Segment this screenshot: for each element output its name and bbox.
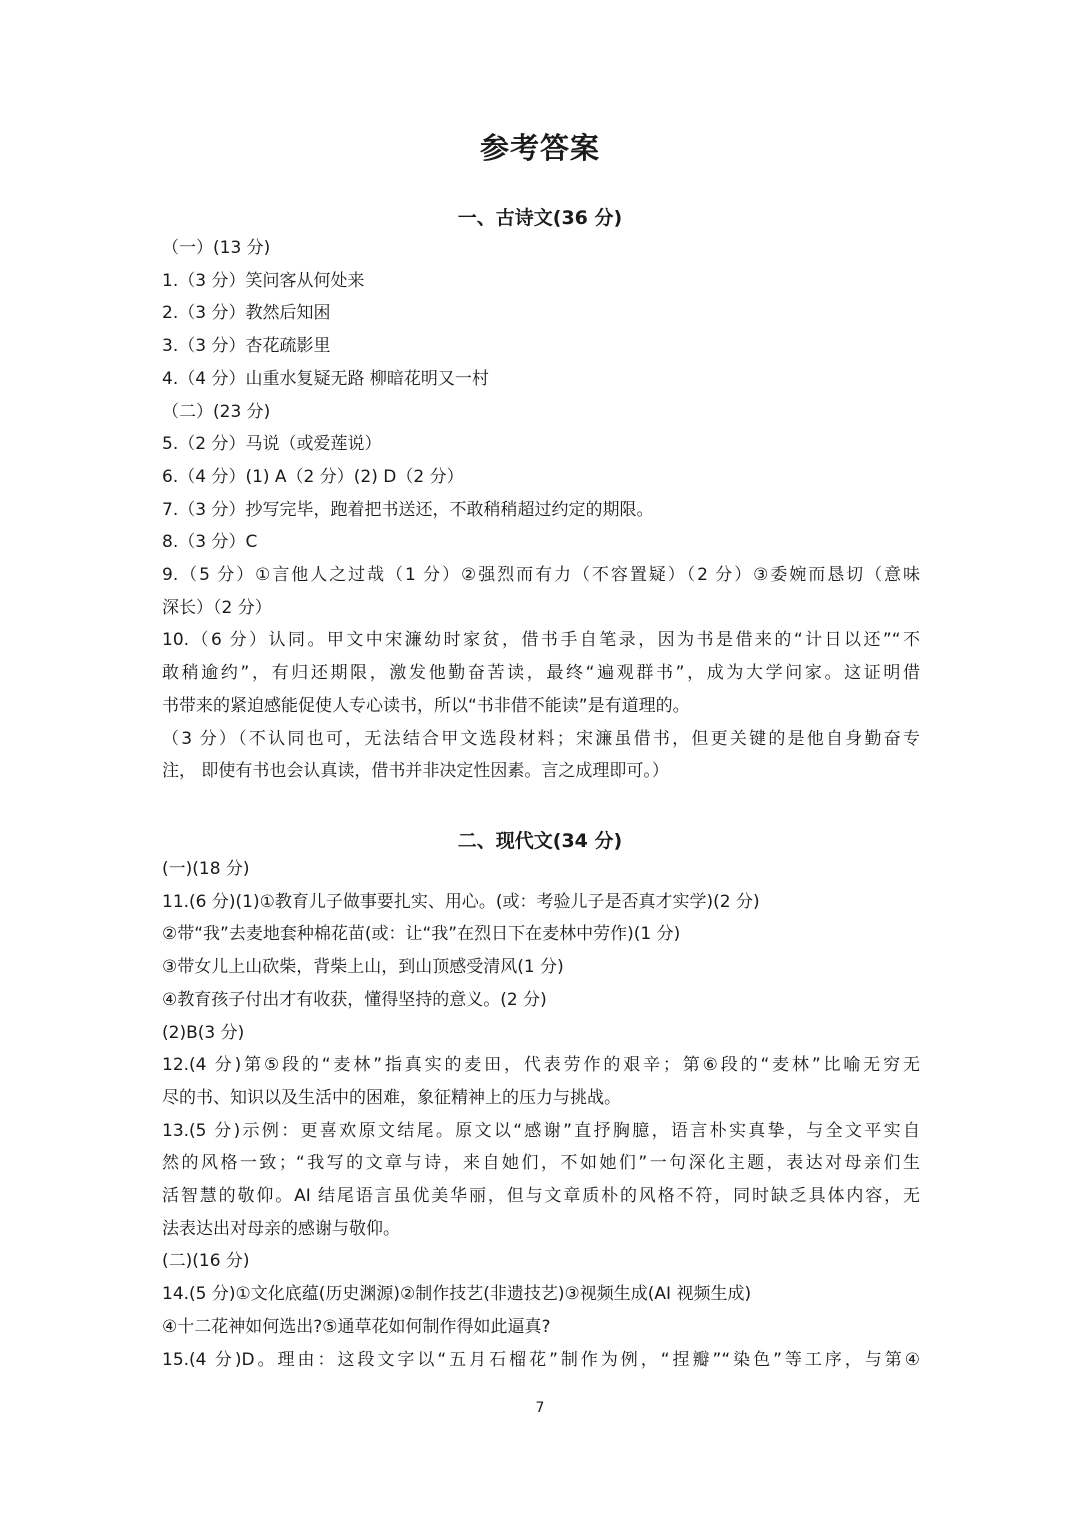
- answer-line: 4.（4 分）山重水复疑无路 柳暗花明又一村: [162, 368, 489, 389]
- answer-line: ④十二花神如何选出?⑤通草花如何制作得如此逼真?: [162, 1316, 551, 1337]
- answer-line: 7.（3 分）抄写完毕，跑着把书送还，不敢稍稍超过约定的期限。: [162, 499, 654, 520]
- answer-line: 9.（5 分）①言他人之过哉（1 分）②强烈而有力（不容置疑）（2 分）③委婉而恳切（意味: [162, 565, 920, 586]
- answer-line: 10.（6 分）认同。甲文中宋濂幼时家贫，借书手自笔录，因为书是借来的“计日以还”“不: [162, 630, 920, 651]
- answer-line: 深长）（2 分）: [162, 597, 272, 618]
- page-title: 参考答案: [479, 131, 600, 165]
- answer-line: 6.（4 分）(1) A（2 分）(2) D（2 分）: [162, 466, 464, 487]
- answer-line: 活智慧的敬仰。AI 结尾语言虽优美华丽，但与文章质朴的风格不符，同时缺乏具体内容，无: [162, 1186, 920, 1207]
- answer-line: 12.(4 分)第⑤段的“麦林”指真实的麦田，代表劳作的艰辛；第⑥段的“麦林”比喻无穷无: [162, 1055, 920, 1076]
- answer-line: 1.（3 分）笑问客从何处来: [162, 270, 365, 291]
- answer-line: 13.(5 分)示例：更喜欢原文结尾。原文以“感谢”直抒胸臆，语言朴实真挚，与全文平实自: [162, 1120, 920, 1141]
- answer-line: ②带“我”去麦地套种棉花苗(或：让“我”在烈日下在麦林中劳作)(1 分): [162, 924, 681, 945]
- answer-line: 然的风格一致；“我写的文章与诗，来自她们，不如她们”一句深化主题，表达对母亲们生: [162, 1153, 920, 1174]
- section-heading-classical: 一、古诗文(36 分): [457, 207, 623, 229]
- answer-line: （3 分）（不认同也可，无法结合甲文选段材料；宋濂虽借书，但更关键的是他自身勤奋专: [162, 728, 920, 749]
- subsection-label: （一）(13 分): [162, 238, 271, 258]
- answer-line: 3.（3 分）杏花疏影里: [162, 336, 331, 357]
- page-number: 7: [535, 1400, 545, 1416]
- section-heading-modern: 二、现代文(34 分): [457, 830, 623, 852]
- answer-line: 法表达出对母亲的感谢与敬仰。: [162, 1218, 400, 1239]
- answer-line: 敢稍逾约”，有归还期限，激发他勤奋苦读，最终“遍观群书”，成为大学问家。这证明借: [162, 663, 920, 684]
- section-classical-content: [162, 232, 920, 788]
- subsection-label: (二)(16 分): [162, 1251, 250, 1272]
- subsection-label: (一)(18 分): [162, 859, 250, 879]
- answer-line: 2.（3 分）教然后知困: [162, 303, 331, 324]
- answer-line: 5.（2 分）马说（或爱莲说）: [162, 434, 382, 455]
- answer-line: 8.（3 分）C: [162, 532, 258, 553]
- answer-line: 11.(6 分)(1)①教育儿子做事要扎实、用心。(或：考验儿子是否真才实学)(2 分): [162, 891, 760, 912]
- subsection-label: （二）(23 分): [162, 401, 271, 422]
- answer-line: 15.(4 分)D。理由：这段文字以“五月石榴花”制作为例，“捏瓣”“染色”等工序，与第④: [162, 1349, 920, 1370]
- answer-line: (2)B(3 分): [162, 1022, 245, 1043]
- section-modern-content: [162, 853, 920, 1376]
- answer-line: 14.(5 分)①文化底蕴(历史渊源)②制作技艺(非遗技艺)③视频生成(AI 视频生成): [162, 1284, 752, 1305]
- answer-line: 尽的书、知识以及生活中的困难，象征精神上的压力与挑战。: [162, 1087, 621, 1108]
- answer-line: 注， 即使有书也会认真读，借书并非决定性因素。言之成理即可。）: [162, 761, 669, 782]
- answer-line: 书带来的紧迫感能促使人专心读书，所以“书非借不能读”是有道理的。: [162, 695, 690, 716]
- answer-line: ③带女儿上山砍柴，背柴上山，到山顶感受清风(1 分): [162, 957, 564, 978]
- answer-line: ④教育孩子付出才有收获，懂得坚持的意义。(2 分): [162, 989, 547, 1010]
